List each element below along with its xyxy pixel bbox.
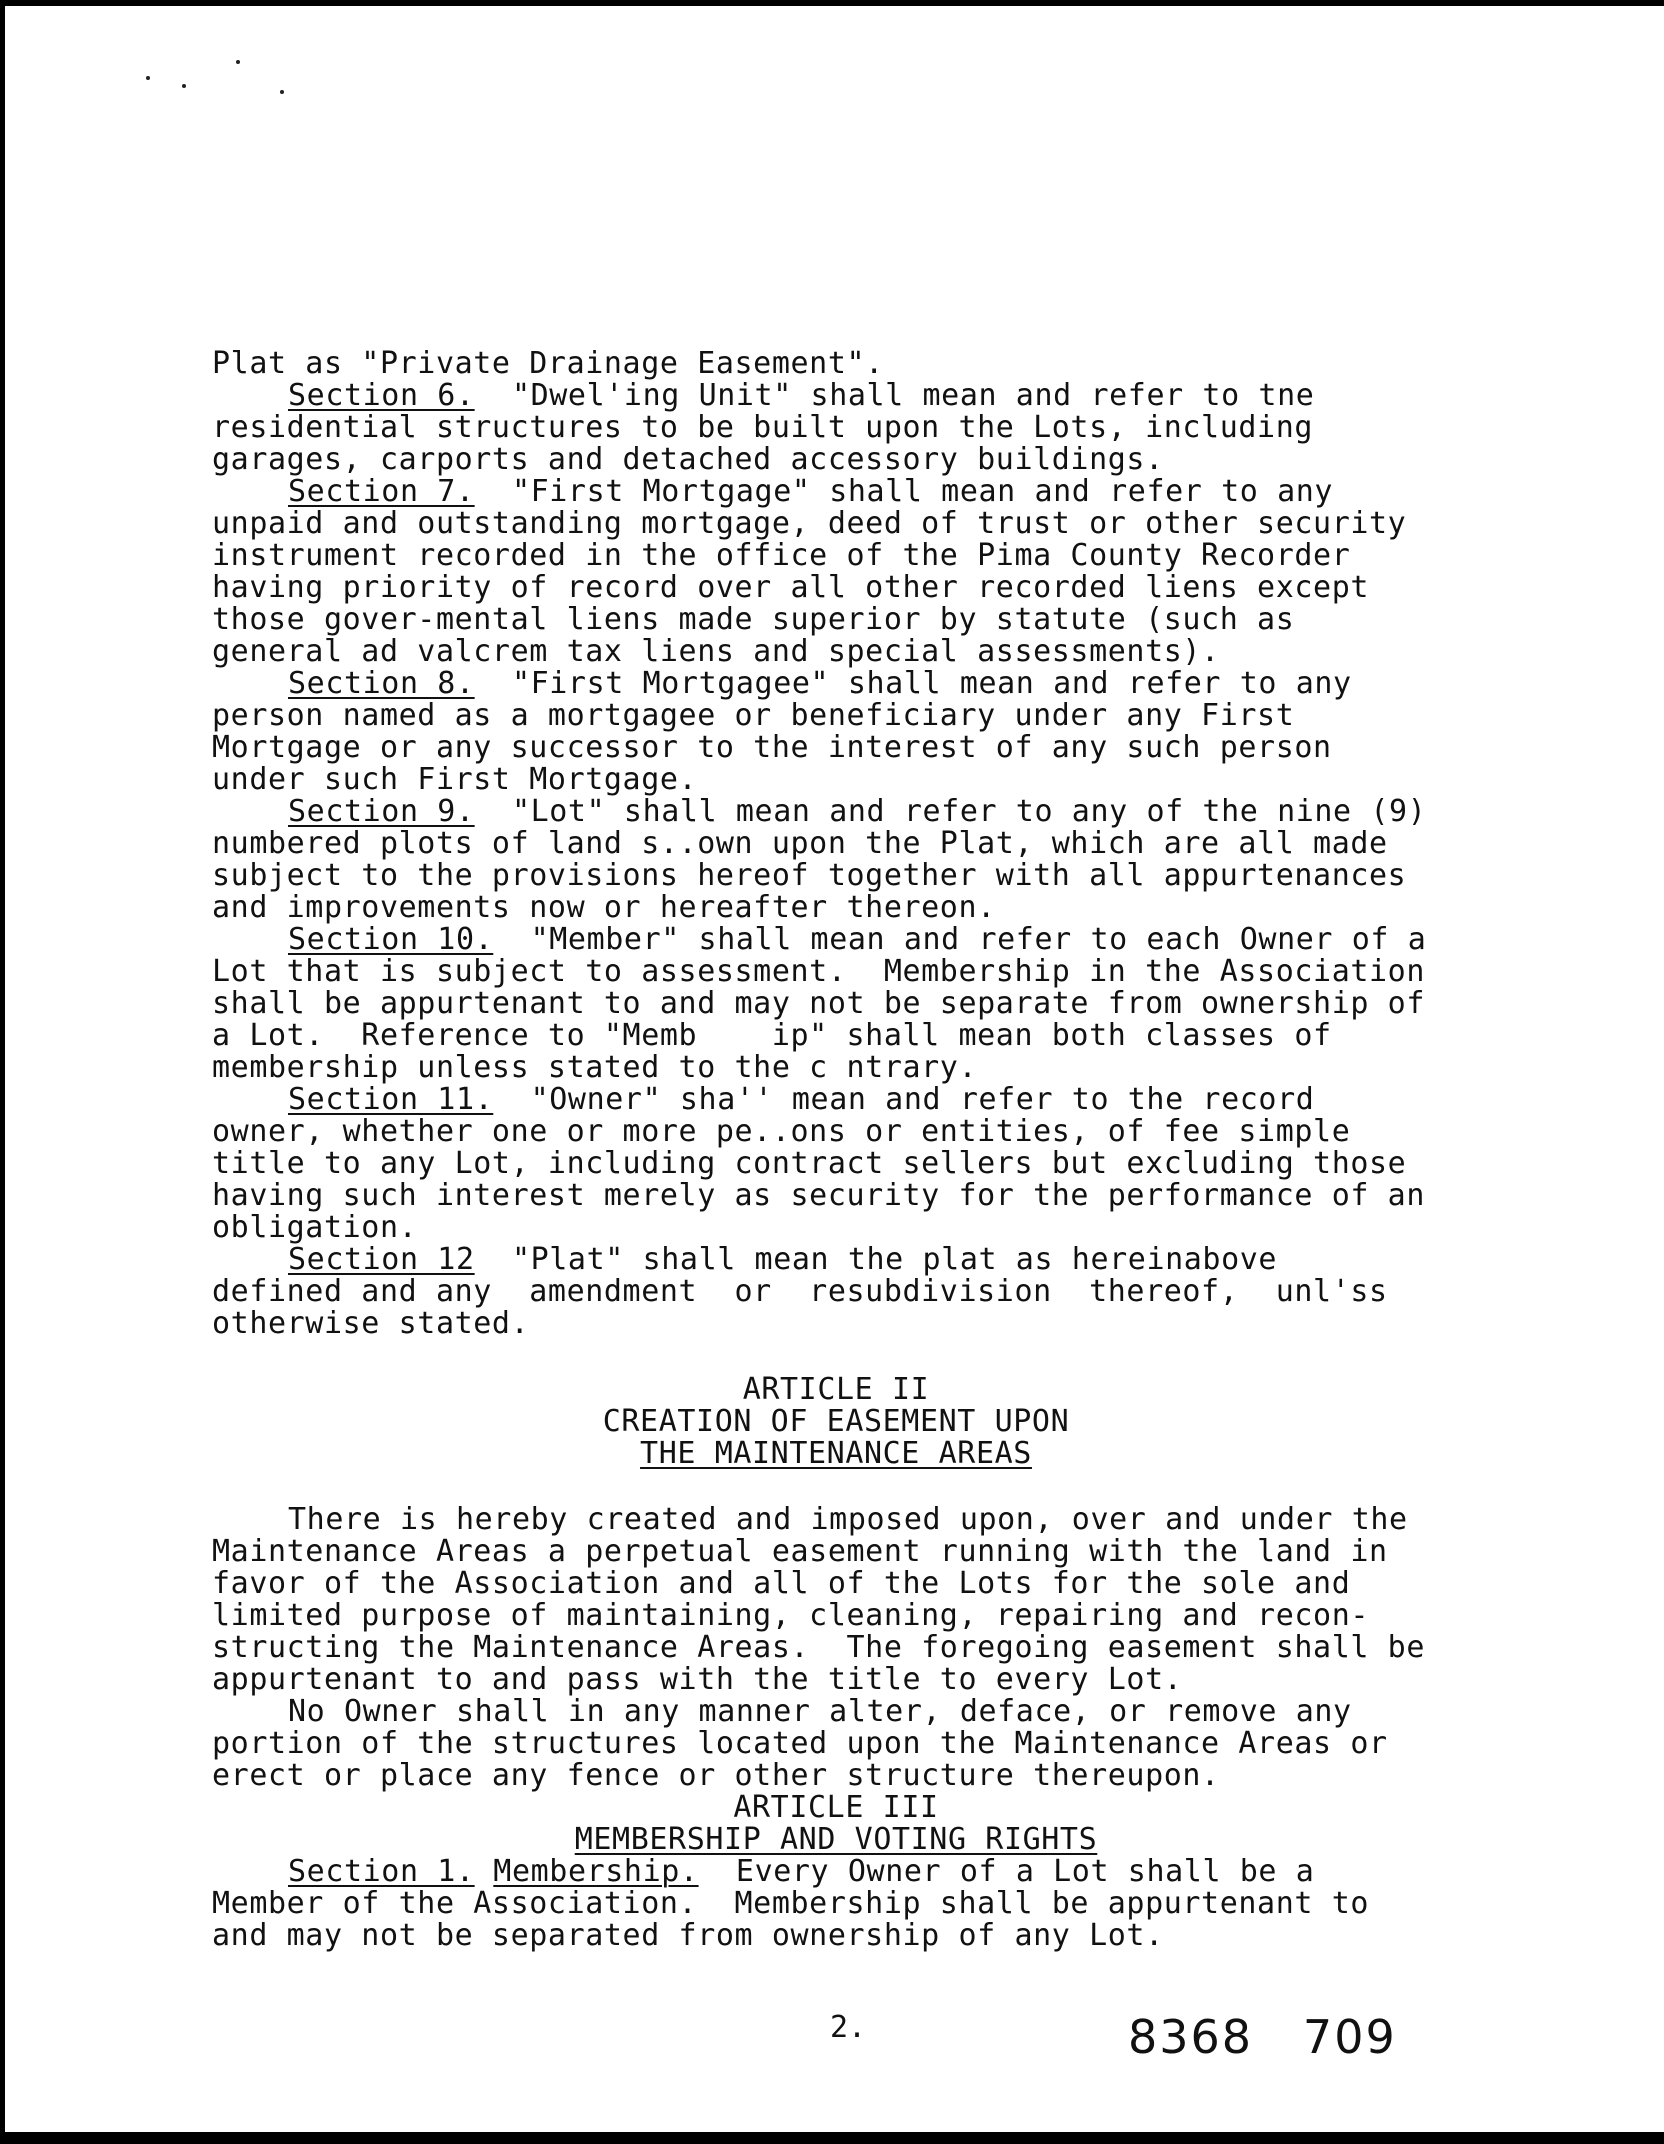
text-line: obligation. — [212, 1210, 418, 1245]
text-line: a Lot. Reference to "Memb ip" shall mean both classes of — [212, 1018, 1332, 1053]
text-line: "Member" shall mean and refer to each Owner of a — [493, 922, 1427, 957]
text-line: those gover-mental liens made superior by statute (such as — [212, 602, 1295, 637]
article-3-subtitle: MEMBERSHIP AND VOTING RIGHTS — [574, 1822, 1098, 1857]
text-line: There is hereby created and imposed upon, over and under the — [288, 1502, 1408, 1537]
text-line: "Lot" shall mean and refer to any of the nine (9) — [474, 794, 1427, 829]
section-heading: Section 11. — [288, 1082, 494, 1117]
section-12 — [212, 1244, 1460, 1276]
section-heading: Section 7. — [288, 474, 475, 509]
text-line: Every Owner of a Lot shall be a — [698, 1854, 1315, 1889]
page-number: 2. — [830, 2010, 867, 2045]
scan-speck — [236, 60, 240, 64]
article-3-title: ARTICLE III — [733, 1790, 939, 1825]
scan-speck — [182, 84, 186, 88]
text-line: having such interest merely as security for the performance of an — [212, 1178, 1425, 1213]
text-line: "Plat" shall mean the plat as hereinabove — [474, 1242, 1278, 1277]
text-line: Member of the Association. Membership shall be appurtenant to — [212, 1886, 1370, 1921]
text-line: appurtenant to and pass with the title to every Lot. — [212, 1662, 1183, 1697]
section-7 — [212, 476, 1460, 508]
section-heading: Section 10. — [288, 922, 494, 957]
text-line: instrument recorded in the office of the Pima County Recorder — [212, 538, 1351, 573]
text-line: limited purpose of maintaining, cleaning, repairing and recon- — [212, 1598, 1370, 1633]
text-line: title to any Lot, including contract sellers but excluding those — [212, 1146, 1407, 1181]
section-heading: Section 8. — [288, 666, 475, 701]
text-line: erect or place any fence or other structure thereupon. — [212, 1758, 1220, 1793]
text-line: general ad valcrem tax liens and special assessments). — [212, 634, 1220, 669]
text-line: portion of the structures located upon the Maintenance Areas or — [212, 1726, 1388, 1761]
text-line: Maintenance Areas a perpetual easement running with the land in — [212, 1534, 1388, 1569]
section-9 — [212, 796, 1460, 828]
section-6 — [212, 380, 1460, 412]
text-line: shall be appurtenant to and may not be separate from ownership of — [212, 986, 1425, 1021]
text-line: "Owner" sha'' mean and refer to the record — [493, 1082, 1315, 1117]
text-line: structing the Maintenance Areas. The foregoing easement shall be — [212, 1630, 1425, 1665]
section-10 — [212, 924, 1460, 956]
text-line: under such First Mortgage. — [212, 762, 698, 797]
text-line: subject to the provisions hereof together with all appurtenances — [212, 858, 1407, 893]
text-line: unpaid and outstanding mortgage, deed of trust or other security — [212, 506, 1407, 541]
section-8 — [212, 668, 1460, 700]
text-line: owner, whether one or more pe..ons or entities, of fee simple — [212, 1114, 1351, 1149]
section-heading: Section 9. — [288, 794, 475, 829]
text-line: and may not be separated from ownership of any Lot. — [212, 1918, 1164, 1953]
text-line: No Owner shall in any manner alter, deface, or remove any — [288, 1694, 1352, 1729]
document-number: 8368 709 — [1128, 2010, 1397, 2064]
scan-speck — [146, 76, 150, 80]
text-line: Lot that is subject to assessment. Membership in the Association — [212, 954, 1425, 989]
text-line: Plat as "Private Drainage Easement". — [212, 346, 884, 381]
article-3-section-1 — [212, 1856, 1460, 1888]
text-line: residential structures to be built upon the Lots, including — [212, 410, 1314, 445]
text-line: having priority of record over all other recorded liens except — [212, 570, 1370, 605]
text-line: numbered plots of land s..own upon the Plat, which are all made — [212, 826, 1388, 861]
scan-border-bottom — [0, 2132, 1664, 2144]
text-line: otherwise stated. — [212, 1306, 530, 1341]
section-heading: Section 1. — [288, 1854, 475, 1889]
text-line: favor of the Association and all of the Lots for the sole and — [212, 1566, 1351, 1601]
text-line: Mortgage or any successor to the interest of any such person — [212, 730, 1332, 765]
section-title: Membership. — [493, 1854, 699, 1889]
scan-border-top — [0, 0, 1664, 6]
text-line: and improvements now or hereafter thereon. — [212, 890, 996, 925]
text-line: "Dwel'ing Unit" shall mean and refer to tne — [474, 378, 1315, 413]
article-2-title: ARTICLE II — [742, 1372, 930, 1407]
text-line: person named as a mortgagee or beneficiary under any First — [212, 698, 1295, 733]
section-heading: Section 12 — [288, 1242, 475, 1277]
section-11 — [212, 1084, 1460, 1116]
text-line: garages, carports and detached accessory buildings. — [212, 442, 1164, 477]
text-line: membership unless stated to the c ntrary. — [212, 1050, 978, 1085]
document-body — [212, 348, 1460, 1952]
text-line: "First Mortgage" shall mean and refer to any — [474, 474, 1334, 509]
article-2-subtitle: THE MAINTENANCE AREAS — [640, 1436, 1032, 1471]
article-2-subtitle: CREATION OF EASEMENT UPON — [602, 1404, 1070, 1439]
scan-speck — [280, 90, 284, 94]
text-line: defined and any amendment or resubdivision thereof, unl'ss — [212, 1274, 1388, 1309]
text-line: "First Mortgagee" shall mean and refer to any — [474, 666, 1352, 701]
section-heading: Section 6. — [288, 378, 475, 413]
scan-border-left — [0, 0, 5, 2144]
